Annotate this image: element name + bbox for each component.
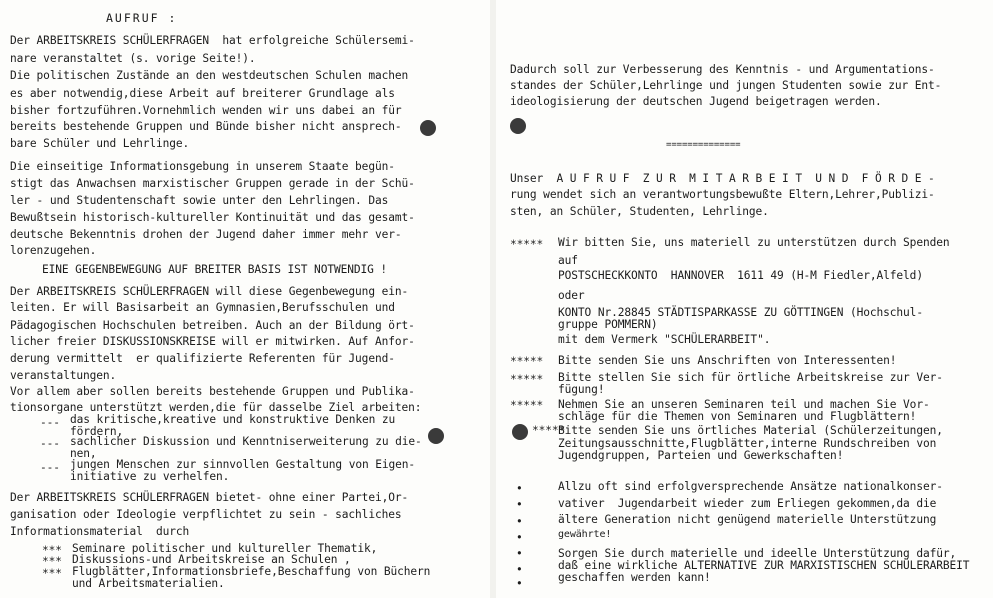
list-item: Bitte stellen Sie sich für örtliche Arbeitskreise zur Ver- — [558, 371, 943, 384]
text-line: Der ARBEITSKREIS SCHÜLERFRAGEN will diese Gegenbewegung ein- — [10, 285, 409, 298]
text-line: Die einseitige Informationsgebung in unserem Staate begün- — [10, 160, 395, 173]
list-item: Seminare politischer und kultureller Thematik, — [72, 542, 378, 555]
text-line: leiten. Er will Basisarbeit an Gymnasien,Berufsschulen und — [10, 301, 395, 314]
text-line: deutsche Bekenntnis drohen der Jugend daher immer mehr ver- — [10, 228, 402, 241]
text-line: Pädagogischen Hochschulen betreiben. Auch an der Bildung ört- — [10, 319, 415, 332]
right-page — [496, 0, 993, 598]
text-line: ideologisierung der deutschen Jugend beigetragen werden. — [510, 95, 882, 108]
list-marker: --- — [40, 416, 60, 429]
list-item: fördern, — [70, 425, 124, 438]
list-marker: • — [516, 531, 523, 544]
list-item: Bitte senden Sie uns örtliches Material (Schülerzeitungen, — [558, 424, 943, 437]
text-line: ganisation oder Ideologie verpflichtet zu sein - sachliches — [10, 508, 402, 521]
list-item: und Arbeitsmaterialien. — [72, 577, 225, 590]
text-line: Wir bitten Sie, uns materiell zu unterstützen durch Spenden — [558, 236, 950, 249]
list-item: das kritische,kreative und konstruktive Denken zu — [70, 413, 396, 426]
text-line: Bewußtsein historisch-kultureller Kontinuität und das gesamt- — [10, 211, 415, 224]
text-line: Unser A U F R U F Z U R M I T A R B E I T U N D F Ö R D E - — [510, 172, 935, 185]
bank-account-sparkasse: KONTO Nr.28845 STÄDTISPARKASSE ZU GÖTTINGEN (Hochschul- — [558, 306, 923, 319]
text-line: oder — [558, 289, 585, 302]
text-line: gewährte! — [558, 529, 612, 540]
list-marker: ***** — [510, 355, 544, 368]
text-line: bereits bestehende Gruppen und Bünde bisher nicht ansprech- — [10, 120, 402, 133]
text-line: Der ARBEITSKREIS SCHÜLERFRAGEN hat erfolgreiche Schülersemi- — [10, 34, 415, 47]
punch-hole — [512, 424, 528, 440]
text-line: gruppe POMMERN) — [558, 318, 658, 331]
list-item: Jugendgruppen, Parteien und Gewerkschaften! — [558, 449, 844, 462]
list-item: jungen Menschen zur sinnvollen Gestaltung von Eigen- — [70, 458, 416, 471]
list-marker: *** — [42, 555, 62, 568]
text-line: mit dem Vermerk "SCHÜLERARBEIT". — [558, 333, 771, 346]
list-marker: ***** — [510, 399, 544, 412]
text-line: Der ARBEITSKREIS SCHÜLERFRAGEN bietet- ohne einer Partei,Or- — [10, 491, 409, 504]
text-line: Informationsmaterial durch — [10, 525, 190, 538]
list-item: sachlicher Diskussion und Kenntniserweiterung zu die- — [70, 435, 422, 448]
list-item: Diskussions-und Arbeitskreise an Schulen , — [72, 553, 351, 566]
text-line: nare veranstaltet (s. vorige Seite!). — [10, 52, 256, 65]
list-marker: ***** — [532, 424, 566, 437]
left-page — [0, 0, 490, 598]
bank-account-postscheck: POSTSCHECKKONTO HANNOVER 1611 49 (H-M Fiedler,Alfeld) — [558, 269, 923, 282]
text-line: bisher fortzuführen.Vornehmlich wenden wir uns dabei an für — [10, 104, 402, 117]
list-item: Nehmen Sie an unseren Seminaren teil und machen Sie Vor- — [558, 398, 930, 411]
text-line: ler - und Studentenschaft sowie unter den Lehrlingen. Das — [10, 194, 389, 207]
text-line: tionsorgane unterstützt werden,die für dasselbe Ziel arbeiten: — [10, 401, 422, 414]
list-item: Bitte senden Sie uns Anschriften von Interessenten! — [558, 354, 897, 367]
text-line: ältere Generation nicht genügend materielle Unterstützung — [558, 513, 937, 526]
list-marker: • — [516, 577, 523, 590]
text-line: Allzu oft sind erfolgversprechende Ansätze nationalkonser- — [558, 480, 943, 493]
list-item: schläge für die Themen von Seminaren und Flugblättern! — [558, 410, 917, 423]
separator-line: ============== — [666, 140, 741, 150]
list-marker: *** — [42, 567, 62, 580]
list-marker: • — [516, 498, 523, 511]
list-item: nen, — [70, 447, 97, 460]
list-marker: --- — [40, 437, 60, 450]
text-line: stigt das Anwachsen marxistischer Gruppen gerade in der Schü- — [10, 177, 415, 190]
section-subheading: EINE GEGENBEWEGUNG AUF BREITER BASIS IST NOTWENDIG ! — [42, 263, 388, 276]
list-item: initiative zu verhelfen. — [70, 470, 230, 483]
text-line: daß eine wirkliche ALTERNATIVE ZUR MARXISTISCHEN SCHÜLERARBEIT — [558, 559, 970, 572]
list-marker: ***** — [510, 238, 544, 251]
text-line: bare Schüler und Lehrlinge. — [10, 137, 190, 150]
text-line: Sorgen Sie durch materielle und ideelle Unterstützung dafür, — [558, 547, 957, 560]
text-line: licher freier DISKUSSIONSKREISE will er mitwirken. Auf Anfor- — [10, 335, 415, 348]
list-marker: • — [516, 547, 523, 560]
text-line: Dadurch soll zur Verbesserung des Kenntnis - und Argumentations- — [510, 63, 935, 76]
punch-hole — [510, 118, 526, 134]
text-line: sten, an Schüler, Studenten, Lehrlinge. — [510, 205, 769, 218]
text-line: Vor allem aber sollen bereits bestehende Gruppen und Publika- — [10, 385, 415, 398]
text-line: Die politischen Zustände an den westdeutschen Schulen machen — [10, 69, 409, 82]
list-item: Zeitungsausschnitte,Flugblätter,interne Rundschreiben von — [558, 437, 937, 450]
list-marker: --- — [40, 461, 60, 474]
list-marker: *** — [42, 544, 62, 557]
list-marker: • — [516, 482, 523, 495]
list-marker: • — [516, 515, 523, 528]
list-marker: • — [516, 563, 523, 576]
text-line: derung vermittelt er qualifizierte Referenten für Jugend- — [10, 352, 395, 365]
list-marker: ***** — [510, 373, 544, 386]
text-line: auf — [558, 254, 578, 267]
text-line: standes der Schüler,Lehrlinge und jungen Studenten sowie zur Ent- — [510, 79, 942, 92]
punch-hole — [428, 428, 444, 444]
text-line: lorenzugehen. — [10, 244, 97, 257]
page-title: AUFRUF : — [106, 11, 178, 25]
text-line: rung wendet sich an verantwortungsbewußte Eltern,Lehrer,Publizi- — [510, 188, 935, 201]
text-line: es aber notwendig,diese Arbeit auf breiterer Grundlage als — [10, 87, 395, 100]
punch-hole — [420, 120, 436, 136]
list-item: Flugblätter,Informationsbriefe,Beschaffung von Büchern — [72, 565, 431, 578]
text-line: vativer Jugendarbeit wieder zum Erliegen gekommen,da die — [558, 497, 937, 510]
list-item: fügung! — [558, 383, 605, 396]
text-line: veranstaltungen. — [10, 369, 117, 382]
text-line: geschaffen werden kann! — [558, 571, 711, 584]
